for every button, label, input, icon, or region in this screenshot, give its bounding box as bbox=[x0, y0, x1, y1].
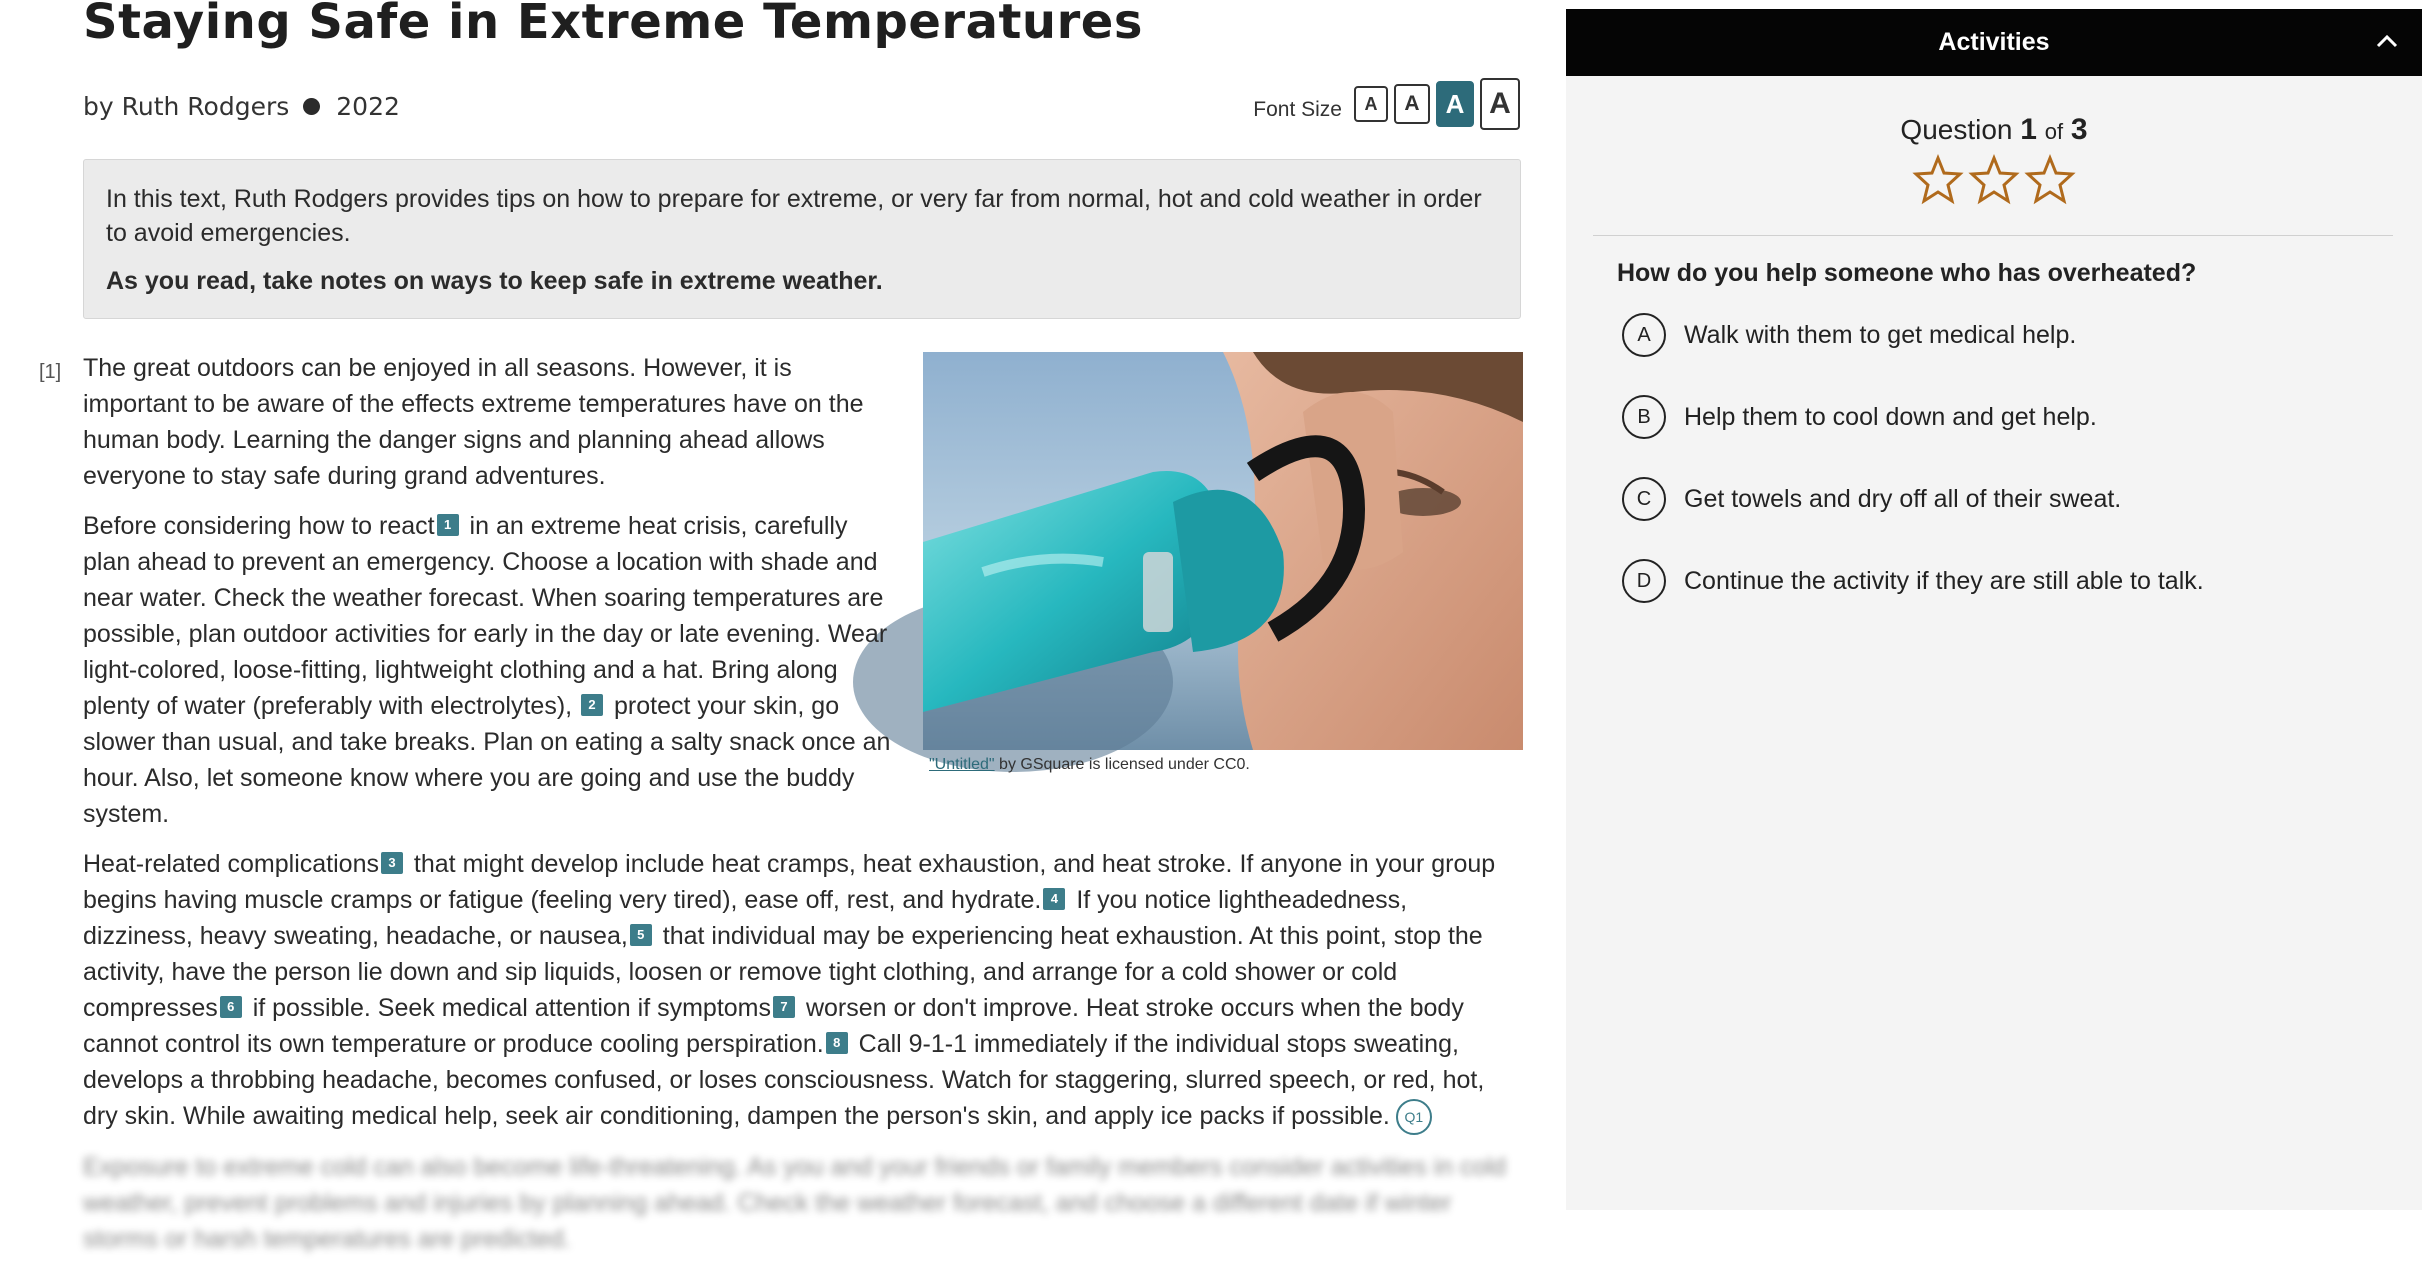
paragraph-3-text-d: that individual may be experiencing heat exhaustion. At this point, stop the activity, have the person lie down and sip liquids, loosen or remove tight clothing, and arrange for a cold shower or cold compresses bbox=[83, 922, 1483, 1022]
star-icon bbox=[1913, 155, 1963, 205]
paragraph-2-text-b: in an extreme heat crisis, carefully plan ahead to prevent an emergency. Choose a location with shade and near water. Check the weather forecast. When soaring temperatures are possible, plan outdoor activities for early in the day or late evening. Wear light-colored, loose-fitting, lightweight clothing and a hat. Bring along plenty of water (preferably with electrolytes), bbox=[83, 512, 888, 720]
paragraph-3-text-b: that might develop include heat cramps, heat exhaustion, and heat stroke. If anyone in your group begins having muscle cramps or fatigue (feeling very tired), ease off, rest, and hydrate. bbox=[83, 850, 1496, 914]
choice-letter: C bbox=[1622, 477, 1666, 521]
paragraph-3-text-e: if possible. Seek medical attention if symptoms bbox=[245, 994, 771, 1022]
article-body bbox=[39, 350, 1523, 1271]
year: 2022 bbox=[336, 92, 400, 121]
image-caption bbox=[929, 754, 1523, 776]
font-size-control bbox=[1253, 78, 1520, 130]
progress-stars bbox=[1566, 155, 2422, 205]
note-2-marker[interactable]: 2 bbox=[581, 694, 603, 716]
reading-task: As you read, take notes on ways to keep safe in extreme weather. bbox=[106, 267, 883, 295]
answer-choices bbox=[1622, 313, 2204, 641]
activities-header[interactable] bbox=[1566, 9, 2422, 76]
paragraph-1: The great outdoors can be enjoyed in all seasons. However, it is important to be aware of the effects extreme temperatures have on the human body. Learning the danger signs and planning ahead allows everyone to stay safe during grand adventures. bbox=[83, 354, 864, 490]
font-size-medium-button[interactable]: A bbox=[1436, 81, 1474, 127]
choice-letter: D bbox=[1622, 559, 1666, 603]
font-size-large-button[interactable]: A bbox=[1480, 78, 1520, 130]
intro-box bbox=[83, 159, 1521, 319]
byline bbox=[83, 92, 400, 121]
question-total: 3 bbox=[2070, 113, 2088, 146]
answer-choice-d[interactable] bbox=[1622, 559, 2204, 603]
note-4-marker[interactable]: 4 bbox=[1043, 888, 1065, 910]
question-current: 1 bbox=[2020, 113, 2037, 146]
note-8-marker[interactable]: 8 bbox=[826, 1032, 848, 1054]
image-license-text: by GSquare is licensed under CC0. bbox=[994, 756, 1250, 773]
font-size-smallest-button[interactable]: A bbox=[1354, 86, 1388, 122]
activities-title: Activities bbox=[1938, 28, 2050, 56]
paragraph-3-text-g: Call 9-1-1 immediately if the individual stops sweating, develops a throbbing headache, becomes confused, or loses consciousness. Watch for staggering, slurred speech, or red, hot, dry skin. While awaiting medical help, seek air conditioning, dampen the person's skin, and apply ice packs if possible. bbox=[83, 1030, 1485, 1130]
answer-choice-c[interactable] bbox=[1622, 477, 2204, 521]
note-5-marker[interactable]: 5 bbox=[630, 924, 652, 946]
question-counter bbox=[1566, 113, 2422, 147]
separator-dot-icon bbox=[303, 98, 320, 115]
paragraph-number: [1] bbox=[39, 361, 62, 383]
star-icon bbox=[1969, 155, 2019, 205]
paragraph-2-text-c: protect your skin, go slower than usual, and take breaks. Plan on eating a salty snack once an hour. Also, let someone know where you are going and use the buddy system. bbox=[83, 692, 891, 828]
answer-choice-a[interactable] bbox=[1622, 313, 2204, 357]
chevron-up-icon[interactable] bbox=[2372, 27, 2402, 57]
note-1-marker[interactable]: 1 bbox=[437, 514, 459, 536]
font-size-small-button[interactable]: A bbox=[1394, 84, 1430, 124]
choice-text: Get towels and dry off all of their sweat. bbox=[1684, 484, 2122, 513]
intro-text: In this text, Ruth Rodgers provides tips on how to prepare for extreme, or very far from normal, hot and cold weather in order to avoid emergencies. bbox=[106, 185, 1482, 247]
answer-choice-b[interactable] bbox=[1622, 395, 2204, 439]
question-1-marker[interactable]: Q1 bbox=[1396, 1099, 1432, 1135]
article-title: Staying Safe in Extreme Temperatures bbox=[83, 0, 1143, 50]
question-label: Question bbox=[1900, 114, 2013, 145]
note-6-marker[interactable]: 6 bbox=[220, 996, 242, 1018]
question-of: of bbox=[2044, 119, 2064, 144]
paragraph-3 bbox=[83, 846, 1523, 1135]
boy-drinking-water-image[interactable] bbox=[923, 352, 1523, 750]
choice-letter: B bbox=[1622, 395, 1666, 439]
activities-panel bbox=[1566, 9, 2422, 1210]
author: by Ruth Rodgers bbox=[83, 92, 290, 121]
article-figure bbox=[923, 352, 1523, 776]
question-text: How do you help someone who has overheated? bbox=[1617, 259, 2197, 287]
paragraph-3-text-c: If you notice lightheadedness, dizziness, heavy sweating, headache, or nausea, bbox=[83, 886, 1408, 950]
paragraph-2-text-a: Before considering how to react bbox=[83, 512, 435, 540]
choice-letter: A bbox=[1622, 313, 1666, 357]
paragraph-3-text-f: worsen or don't improve. Heat stroke occurs when the body cannot control its own temperature or produce cooling perspiration. bbox=[83, 994, 1464, 1058]
choice-text: Walk with them to get medical help. bbox=[1684, 320, 2077, 349]
font-size-label: Font Size bbox=[1253, 98, 1342, 121]
divider bbox=[1593, 235, 2393, 236]
choice-text: Continue the activity if they are still able to talk. bbox=[1684, 566, 2204, 595]
paragraph-3-text-a: Heat-related complications bbox=[83, 850, 379, 878]
choice-text: Help them to cool down and get help. bbox=[1684, 402, 2097, 431]
star-icon bbox=[2025, 155, 2075, 205]
locked-paragraph: Exposure to extreme cold can also become life-threatening. As you and your friends or family members consider activities in cold weather, prevent problems and injuries by planning ahead. Check the weather forecast, and choose a different date if winter storms or harsh temperatures are predicted. bbox=[83, 1153, 1506, 1254]
note-3-marker[interactable]: 3 bbox=[381, 852, 403, 874]
image-source-link[interactable]: "Untitled" bbox=[929, 756, 995, 773]
note-7-marker[interactable]: 7 bbox=[773, 996, 795, 1018]
